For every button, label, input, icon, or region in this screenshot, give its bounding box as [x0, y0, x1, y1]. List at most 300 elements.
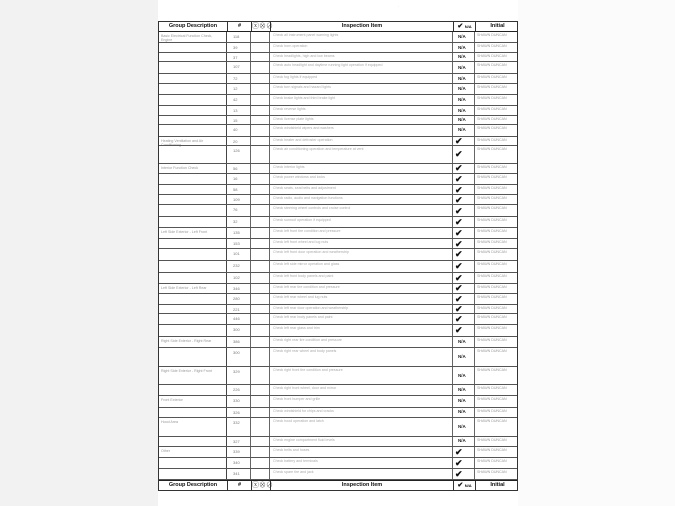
item-number: 109: [227, 195, 251, 204]
inspection-item-text: Check left front door operation and weatherstrip: [270, 249, 453, 259]
check-icon: ✔: [457, 23, 464, 30]
inspection-item-text: Check sunroof operation if equipped: [270, 217, 453, 227]
na-label: N/A: [458, 354, 466, 360]
check-cell[interactable]: [453, 95, 475, 105]
checkmark-icon: ✔: [455, 325, 463, 336]
symbol-cell: [251, 195, 270, 204]
initial-cell: SHAWN DUNCAN: [477, 116, 507, 121]
footer-group-description: Group Description: [159, 481, 228, 490]
inspection-item-text: Check battery and terminals: [270, 458, 453, 468]
table-row: [158, 437, 518, 447]
corner-mark: .: [398, 3, 400, 8]
check-cell[interactable]: [453, 408, 475, 417]
check-cell[interactable]: [453, 348, 475, 366]
item-number: 340: [227, 458, 251, 468]
symbol-cell: [251, 185, 270, 194]
inspection-item-text: Check all instrument panel warning lights: [270, 32, 453, 42]
check-cell[interactable]: [453, 53, 475, 61]
check-cell[interactable]: [453, 396, 475, 406]
initial-cell: SHAWN DUNCAN: [477, 85, 507, 90]
symbol-cell: [251, 116, 270, 124]
initial-cell: SHAWN DUNCAN: [477, 447, 507, 452]
item-number: 42: [227, 95, 251, 105]
inspection-item-text: Check left front body panels and paint: [270, 273, 453, 283]
initial-cell: SHAWN DUNCAN: [477, 63, 507, 68]
inspection-item-text: Check left rear door operation and weatherstrip: [270, 305, 453, 313]
inspection-item-text: Check belts and hoses: [270, 447, 453, 457]
initial-cell: SHAWN DUNCAN: [477, 196, 507, 201]
initial-cell: SHAWN DUNCAN: [477, 240, 507, 245]
symbol-cell: [251, 239, 270, 248]
initial-cell: SHAWN DUNCAN: [477, 96, 507, 101]
background-right: [518, 0, 675, 506]
symbol-cell: [251, 106, 270, 114]
inspection-item-text: Check left front tire condition and pressure: [270, 228, 453, 238]
initial-cell: SHAWN DUNCAN: [477, 261, 507, 266]
checkmark-icon: ✔: [455, 149, 463, 160]
initial-cell: SHAWN DUNCAN: [477, 54, 507, 59]
header-inspection-item: Inspection Item: [271, 22, 454, 31]
checkmark-icon: ✔: [455, 272, 463, 283]
inspection-item-text: Check left rear wheel and lug nuts: [270, 294, 453, 304]
checkmark-icon: ✔: [455, 303, 463, 314]
inspection-item-text: Check turn signals and hazard lights: [270, 84, 453, 94]
item-number: 16: [227, 174, 251, 184]
item-number: 56: [227, 164, 251, 173]
group-description-cell: Right Side Exterior - Right Rear: [158, 337, 227, 367]
symbol-cell: [251, 217, 270, 227]
inspection-item-text: Check fog lights if equipped: [270, 74, 453, 83]
check-cell[interactable]: [453, 284, 475, 293]
header-group-description: Group Description: [159, 22, 228, 31]
table-row: [158, 325, 518, 337]
table-row: [158, 116, 518, 125]
initial-cell: SHAWN DUNCAN: [477, 469, 507, 474]
na-label: N/A: [458, 116, 466, 122]
check-cell[interactable]: [453, 84, 475, 94]
footer-check-na: [454, 481, 476, 490]
inspection-item-text: Check spare tire and jack: [270, 469, 453, 479]
initial-cell: SHAWN DUNCAN: [477, 458, 507, 463]
checkmark-icon: ✔: [455, 249, 463, 260]
table-row: [158, 106, 518, 115]
initial-cell: SHAWN DUNCAN: [477, 75, 507, 80]
symbol-cell: [251, 62, 270, 73]
symbol-cell: [251, 348, 270, 366]
symbol-cell: [251, 74, 270, 83]
table-row: [158, 469, 518, 480]
na-label: N/A: [458, 409, 466, 415]
item-number: 40: [227, 125, 251, 136]
group-description-cell: Basic Electrical Function Check, Engine: [158, 32, 227, 137]
check-cell[interactable]: [453, 217, 475, 227]
table-row: [158, 261, 518, 273]
item-number: 15: [227, 116, 251, 124]
header-number: #: [228, 22, 252, 31]
item-number: 37: [227, 53, 251, 61]
inspection-sheet: [158, 0, 518, 506]
table-footer: [158, 480, 518, 491]
check-cell[interactable]: [453, 273, 475, 283]
checkmark-icon: ✔: [455, 205, 463, 216]
check-cell[interactable]: [453, 62, 475, 73]
item-number: 118: [227, 32, 251, 42]
inspection-item-text: Check interior lights: [270, 164, 453, 173]
check-cell[interactable]: [453, 228, 475, 238]
check-cell[interactable]: [453, 185, 475, 194]
item-number: 13: [227, 106, 251, 114]
checkmark-icon: ✔: [455, 184, 463, 195]
initial-cell: SHAWN DUNCAN: [477, 174, 507, 179]
checkmark-icon: ✔: [455, 446, 463, 457]
inspection-item-text: Check license plate lights: [270, 116, 453, 124]
initial-cell: SHAWN DUNCAN: [477, 408, 507, 413]
initial-cell: SHAWN DUNCAN: [477, 338, 507, 343]
item-number: 339: [227, 447, 251, 457]
symbol-cell: [251, 137, 270, 145]
table-row: [158, 95, 518, 106]
symbol-cell: [251, 437, 270, 446]
check-cell[interactable]: [453, 294, 475, 304]
table-header: [158, 21, 518, 32]
inspection-item-text: Check power windows and locks: [270, 174, 453, 184]
initial-cell: SHAWN DUNCAN: [477, 44, 507, 49]
inspection-item-text: Check windshield for chips and cracks: [270, 408, 453, 417]
check-cell[interactable]: [453, 337, 475, 347]
inspection-item-text: Check right rear wheel and body panels: [270, 348, 453, 366]
item-number: 226: [227, 385, 251, 395]
symbol-cell: [251, 458, 270, 468]
group-description-cell: Left Side Exterior - Left Front: [158, 228, 227, 283]
initial-cell: SHAWN DUNCAN: [477, 218, 507, 223]
symbol-cell: [251, 273, 270, 283]
initial-cell: SHAWN DUNCAN: [477, 437, 507, 442]
initial-cell: SHAWN DUNCAN: [477, 164, 507, 169]
check-cell[interactable]: [453, 249, 475, 259]
item-number: 39: [227, 43, 251, 52]
inspection-item-text: Check right front tire condition and pressure: [270, 367, 453, 384]
group-description-cell: Hood Area: [158, 418, 227, 447]
inspection-item-text: Check left rear tire condition and pressure: [270, 284, 453, 293]
na-label: N/A: [458, 64, 466, 70]
na-label: N/A: [458, 86, 466, 92]
symbol-cell: [251, 261, 270, 272]
table-row: [158, 185, 518, 195]
item-number: 300: [227, 325, 251, 336]
table-row: [158, 396, 518, 407]
group-description-cell: Heating Ventilation and Air Conditioning: [158, 137, 227, 164]
initial-cell: SHAWN DUNCAN: [477, 273, 507, 278]
item-number: 20: [227, 137, 251, 145]
inspection-table: [158, 32, 518, 480]
item-number: 12: [227, 84, 251, 94]
footer-symbols: ⓧ⊗⊘: [252, 482, 273, 489]
item-number: 102: [227, 273, 251, 283]
checkmark-icon: ✔: [455, 283, 463, 294]
item-number: 101: [227, 249, 251, 259]
initial-cell: SHAWN DUNCAN: [477, 349, 507, 354]
inspection-item-text: Check headlights, high and low beams: [270, 53, 453, 61]
checkmark-icon: ✔: [455, 293, 463, 304]
table-row: [158, 385, 518, 396]
initial-cell: SHAWN DUNCAN: [477, 386, 507, 391]
table-row: [158, 74, 518, 84]
initial-cell: SHAWN DUNCAN: [477, 305, 507, 310]
symbol-cell: [251, 32, 270, 42]
initial-cell: SHAWN DUNCAN: [477, 206, 507, 211]
check-cell[interactable]: [453, 469, 475, 479]
table-row: [158, 195, 518, 205]
table-row: [158, 418, 518, 437]
checkmark-icon: ✔: [455, 313, 463, 324]
inspection-item-text: Check left rear glass and trim: [270, 325, 453, 336]
table-row: [158, 43, 518, 53]
check-cell[interactable]: [453, 164, 475, 173]
symbol-cell: [251, 305, 270, 313]
symbol-cell: [251, 314, 270, 324]
item-number: 232: [227, 261, 251, 272]
check-cell[interactable]: [453, 106, 475, 114]
inspection-item-text: Check left rear body panels and paint: [270, 314, 453, 324]
item-number: 135: [227, 228, 251, 238]
table-row: [158, 84, 518, 95]
inspection-item-text: Check horn operation: [270, 43, 453, 52]
na-label: N/A: [458, 34, 466, 40]
check-cell[interactable]: [453, 125, 475, 136]
check-cell[interactable]: [453, 195, 475, 204]
symbol-cell: [251, 325, 270, 336]
group-description-cell: Right Side Exterior - Right Front: [158, 367, 227, 396]
item-number: 300: [227, 348, 251, 366]
symbol-cell: [251, 53, 270, 61]
inspection-item-text: Check engine compartment fluid levels: [270, 437, 453, 446]
inspection-item-text: Check left side mirror operation and glass: [270, 261, 453, 272]
initial-cell: SHAWN DUNCAN: [477, 229, 507, 234]
na-label: N/A: [458, 54, 466, 60]
item-number: 327: [227, 437, 251, 446]
initial-cell: SHAWN DUNCAN: [477, 314, 507, 319]
table-row: [158, 408, 518, 418]
item-number: 330: [227, 396, 251, 406]
na-label: N/A: [458, 127, 466, 133]
symbol-cell: [251, 396, 270, 406]
initial-cell: SHAWN DUNCAN: [477, 294, 507, 299]
item-number: 221: [227, 305, 251, 313]
symbol-cell: [251, 95, 270, 105]
table-row: [158, 249, 518, 260]
table-row: [158, 305, 518, 314]
inspection-item-text: Check left front wheel and lug nuts: [270, 239, 453, 248]
symbol-cell: [251, 43, 270, 52]
inspection-item-text: Check heater and defroster operation: [270, 137, 453, 145]
item-number: 280: [227, 294, 251, 304]
symbol-cell: [251, 337, 270, 347]
header-na: N/A: [464, 24, 472, 29]
symbol-cell: [251, 228, 270, 238]
item-number: 72: [227, 74, 251, 83]
table-row: [158, 314, 518, 325]
initial-cell: SHAWN DUNCAN: [477, 146, 507, 151]
initial-cell: SHAWN DUNCAN: [477, 107, 507, 112]
check-cell[interactable]: [453, 116, 475, 124]
footer-inspection-item: Inspection Item: [271, 481, 454, 490]
item-number: 76: [227, 205, 251, 216]
table-row: [158, 137, 518, 146]
inspection-item-text: Check reverse lights: [270, 106, 453, 114]
inspection-item-text: Check radio, audio and navigation functions: [270, 195, 453, 204]
check-cell[interactable]: [453, 314, 475, 324]
checkmark-icon: ✔: [455, 468, 463, 479]
check-cell[interactable]: [453, 447, 475, 457]
checkmark-icon: ✔: [455, 135, 463, 146]
initial-cell: SHAWN DUNCAN: [477, 137, 507, 142]
na-label: N/A: [458, 107, 466, 113]
check-cell[interactable]: [453, 74, 475, 83]
footer-number: #: [228, 481, 252, 490]
checkmark-icon: ✔: [455, 238, 463, 249]
checkmark-icon: ✔: [455, 173, 463, 184]
check-cell[interactable]: [453, 239, 475, 248]
table-row: [158, 205, 518, 217]
initial-cell: SHAWN DUNCAN: [477, 397, 507, 402]
check-cell[interactable]: [453, 385, 475, 395]
footer-initial: Initial: [490, 482, 505, 488]
initial-cell: SHAWN DUNCAN: [477, 250, 507, 255]
symbol-cell: [251, 146, 270, 163]
table-row: [158, 337, 518, 348]
item-number: 446: [227, 314, 251, 324]
checkmark-icon: ✔: [455, 457, 463, 468]
symbol-cell: [251, 125, 270, 136]
footer-na: N/A: [464, 483, 472, 488]
symbol-cell: [251, 205, 270, 216]
check-cell[interactable]: [453, 261, 475, 272]
inspection-item-text: Check brake lights and third brake light: [270, 95, 453, 105]
item-number: 386: [227, 337, 251, 347]
check-cell[interactable]: [453, 325, 475, 336]
initial-cell: SHAWN DUNCAN: [477, 33, 507, 37]
check-cell[interactable]: [453, 418, 475, 436]
checkmark-icon: ✔: [455, 163, 463, 174]
table-row: [158, 146, 518, 164]
inspection-item-text: Check auto headlight and daytime running light operation if equipped: [270, 62, 453, 73]
initial-cell: SHAWN DUNCAN: [477, 186, 507, 191]
item-number: 32: [227, 217, 251, 227]
inspection-item-text: Check hood operation and latch: [270, 418, 453, 436]
symbol-cell: [251, 367, 270, 384]
checkmark-icon: ✔: [455, 194, 463, 205]
table-row: [158, 447, 518, 458]
inspection-item-text: Check seats, seat belts and adjustment: [270, 185, 453, 194]
table-row: [158, 164, 518, 174]
check-cell[interactable]: [453, 205, 475, 216]
check-cell[interactable]: [453, 458, 475, 468]
initial-cell: SHAWN DUNCAN: [477, 325, 507, 330]
table-row: [158, 239, 518, 249]
table-row: [158, 458, 518, 469]
check-cell[interactable]: [453, 32, 475, 42]
na-label: N/A: [458, 97, 466, 103]
header-symbols: ⓧ⊗⊘: [252, 23, 273, 30]
symbol-cell: [251, 249, 270, 259]
check-cell[interactable]: [453, 367, 475, 384]
inspection-item-text: Check right rear tire condition and pressure: [270, 337, 453, 347]
symbol-cell: [251, 418, 270, 436]
item-number: 107: [227, 62, 251, 73]
na-label: N/A: [458, 423, 466, 429]
check-cell[interactable]: [453, 43, 475, 52]
symbol-cell: [251, 469, 270, 479]
group-description-cell: Other: [158, 447, 227, 480]
symbol-cell: [251, 385, 270, 395]
check-cell[interactable]: [453, 137, 475, 145]
checkmark-icon: ✔: [455, 228, 463, 239]
initial-cell: SHAWN DUNCAN: [477, 368, 507, 373]
table-row: [158, 125, 518, 137]
inspection-item-text: Check right front wheel, door and mirror: [270, 385, 453, 395]
table-row: [158, 53, 518, 62]
symbol-cell: [251, 84, 270, 94]
item-number: 153: [227, 239, 251, 248]
item-number: 341: [227, 469, 251, 479]
symbol-cell: [251, 284, 270, 293]
checkmark-icon: ✔: [455, 261, 463, 272]
na-label: N/A: [458, 339, 466, 345]
group-description-cell: Left Side Exterior - Left Rear: [158, 284, 227, 337]
symbol-cell: [251, 294, 270, 304]
initial-cell: SHAWN DUNCAN: [477, 284, 507, 289]
na-label: N/A: [458, 372, 466, 378]
table-row: [158, 367, 518, 385]
na-label: N/A: [458, 75, 466, 81]
initial-cell: SHAWN DUNCAN: [477, 125, 507, 130]
inspection-item-text: Check front bumper and grille: [270, 396, 453, 406]
group-description-cell: Front Exterior: [158, 396, 227, 417]
symbol-cell: [251, 408, 270, 417]
symbol-cell: [251, 164, 270, 173]
header-check-na: [454, 22, 476, 31]
na-label: N/A: [458, 44, 466, 50]
item-number: 329: [227, 367, 251, 384]
item-number: 126: [227, 146, 251, 163]
na-label: N/A: [458, 387, 466, 393]
item-number: 58: [227, 185, 251, 194]
table-row: [158, 273, 518, 284]
inspection-item-text: Check air conditioning operation and temperature at vent: [270, 146, 453, 163]
inspection-item-text: Check windshield wipers and washers: [270, 125, 453, 136]
symbol-cell: [251, 174, 270, 184]
table-row: [158, 174, 518, 185]
header-initial: Initial: [490, 23, 505, 29]
table-row: [158, 228, 518, 239]
check-cell[interactable]: [453, 146, 475, 163]
table-row: [158, 32, 518, 43]
check-cell[interactable]: [453, 437, 475, 446]
table-row: [158, 294, 518, 305]
na-label: N/A: [458, 438, 466, 444]
table-row: [158, 62, 518, 74]
group-description-cell: Interior Function Check: [158, 164, 227, 228]
table-row: [158, 284, 518, 294]
initial-cell: SHAWN DUNCAN: [477, 418, 507, 423]
item-number: 332: [227, 418, 251, 436]
symbol-cell: [251, 447, 270, 457]
table-row: [158, 348, 518, 367]
check-cell[interactable]: [453, 305, 475, 313]
check-cell[interactable]: [453, 174, 475, 184]
item-number: 326: [227, 408, 251, 417]
inspection-item-text: Check steering wheel controls and cruise control: [270, 205, 453, 216]
